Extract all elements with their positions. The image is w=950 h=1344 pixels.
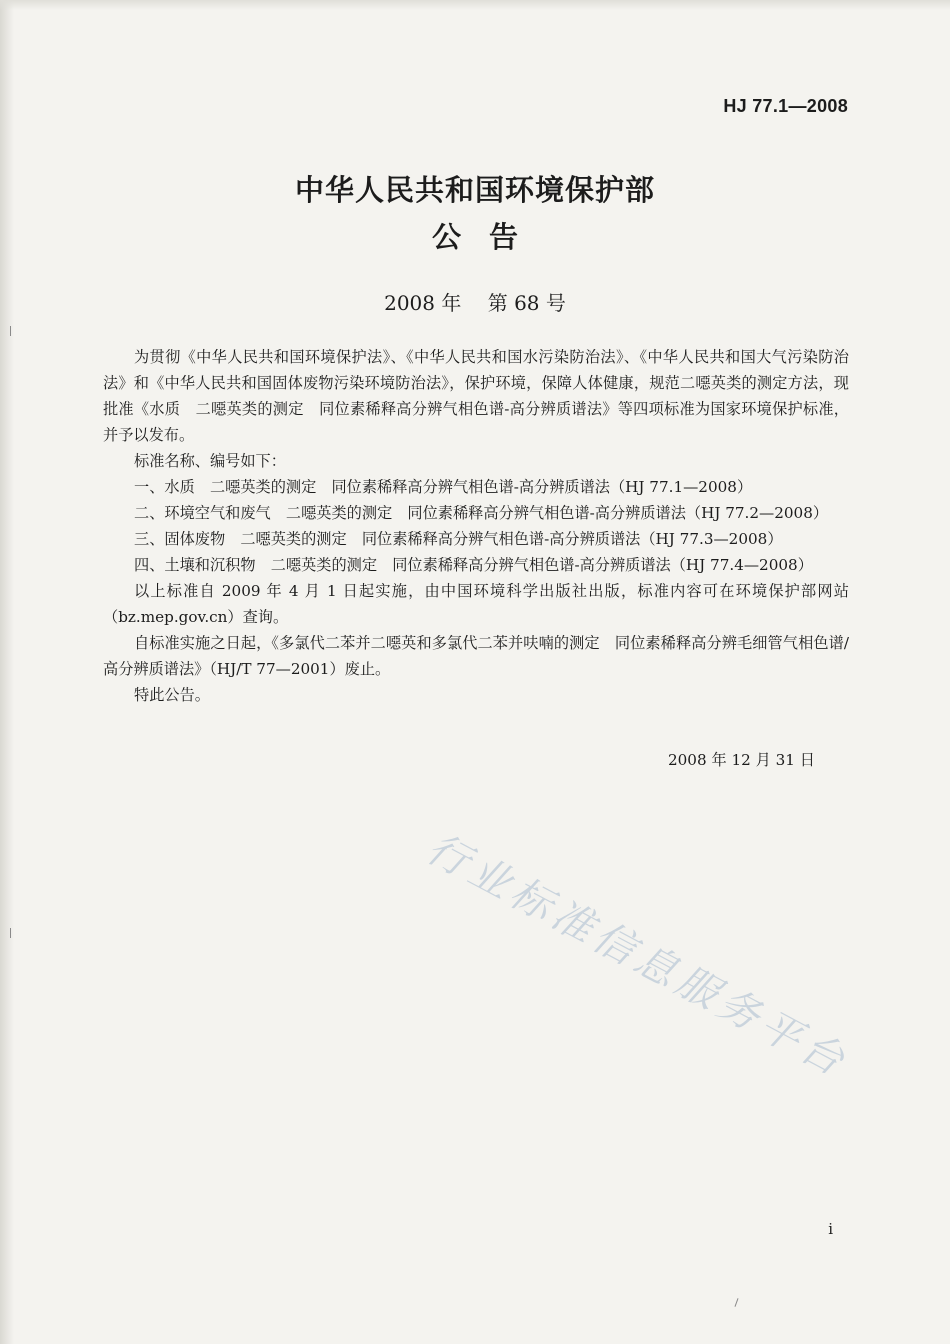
- body-paragraph: 为贯彻《中华人民共和国环境保护法》、《中华人民共和国水污染防治法》、《中华人民共和国大气污染防治法》和《中华人民共和国固体废物污染环境防治法》，保护环境，保障人体健康，规范二噁英类的测定方法，现批准《水质 二噁英类的测定 同位素稀释高分辨气相色谱-高分辨质谱法》等四项标准为国家环境保护标准，并予以发布。: [103, 348, 849, 444]
- scan-edge-top: [0, 0, 950, 10]
- scan-mark: [10, 326, 11, 336]
- title-announcement: 公告: [431, 220, 546, 254]
- body-paragraph: 特此公告。: [134, 686, 210, 704]
- body-paragraph: 以上标准自 2009 年 4 月 1 日起实施，由中国环境科学出版社出版，标准内容可在环境保护部网站（bz.mep.gov.cn）查询。: [103, 582, 849, 626]
- standard-code: HJ 77.1—2008: [723, 96, 848, 116]
- issue-line: [0, 287, 950, 316]
- body-paragraph: 标准名称、编号如下：: [134, 452, 286, 470]
- body-paragraph: 自标准实施之日起，《多氯代二苯并二噁英和多氯代二苯并呋喃的测定 同位素稀释高分辨毛细管气相色谱/高分辨质谱法》（HJ/T 77—2001）废止。: [103, 634, 849, 678]
- page-number: i: [828, 1220, 833, 1238]
- issue-year: 2008 年: [384, 291, 462, 315]
- issue-number: 第 68 号: [487, 291, 566, 315]
- issue-date: 2008 年 12 月 31 日: [667, 751, 815, 769]
- standard-list-item: 二、环境空气和废气 二噁英类的测定 同位素稀释高分辨气相色谱-高分辨质谱法（HJ 77.2—2008）: [134, 504, 829, 522]
- standard-list-item: 一、水质 二噁英类的测定 同位素稀释高分辨气相色谱-高分辨质谱法（HJ 77.1—2008）: [134, 478, 753, 496]
- watermark: 行业标准信息服务平台: [419, 823, 857, 1087]
- standard-list-item: 四、土壤和沉积物 二噁英类的测定 同位素稀释高分辨气相色谱-高分辨质谱法（HJ 77.4—2008）: [134, 556, 813, 574]
- scan-mark: [10, 928, 11, 938]
- scan-mark: [734, 1298, 738, 1307]
- title-ministry: 中华人民共和国环境保护部: [294, 173, 655, 207]
- announcement-body: [103, 344, 849, 708]
- standard-list-item: 三、固体废物 二噁英类的测定 同位素稀释高分辨气相色谱-高分辨质谱法（HJ 77.3—2008）: [134, 530, 783, 548]
